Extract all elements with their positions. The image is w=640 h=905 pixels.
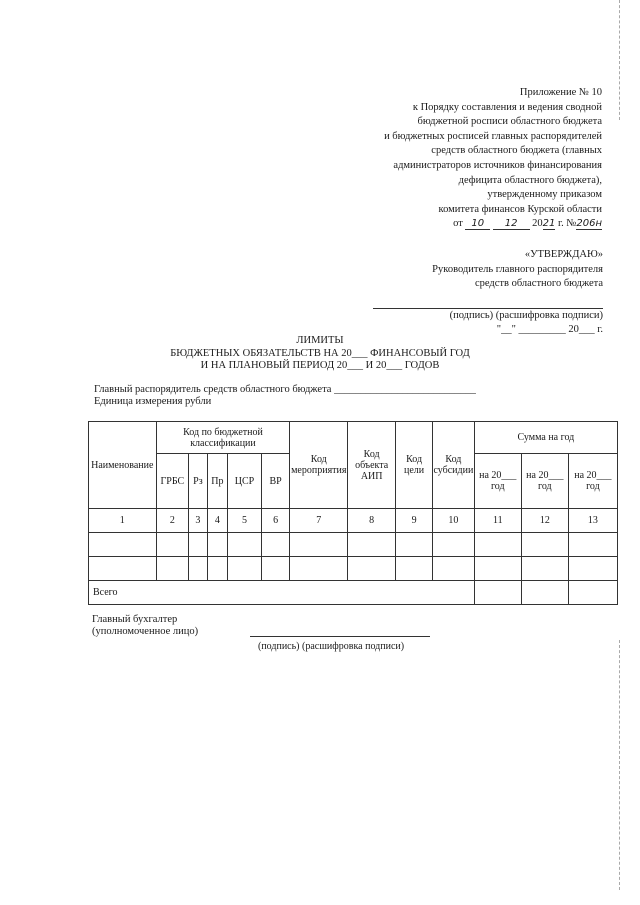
- column-number: 5: [228, 509, 262, 533]
- scan-edge-mark: [619, 640, 634, 890]
- approval-signature-line: [373, 298, 603, 309]
- appendix-date: [302, 217, 602, 232]
- header-aip-code: Код объекта АИП: [348, 422, 396, 509]
- scan-edge-mark: [619, 0, 634, 120]
- column-number: 4: [207, 509, 227, 533]
- header-csr: ЦСР: [228, 454, 262, 509]
- column-number: 7: [290, 509, 348, 533]
- approval-line: средств областного бюджета: [474, 278, 603, 289]
- approval-stamp: «УТВЕРЖДАЮ»: [524, 249, 603, 260]
- title-line: ЛИМИТЫ: [296, 335, 344, 346]
- header-goal-code: Код цели: [396, 422, 433, 509]
- signer-signature-line: [250, 636, 430, 637]
- header-year-2: на 20___ год: [521, 454, 568, 509]
- title-line: И НА ПЛАНОВЫЙ ПЕРИОД 20___ И 20___ ГОДОВ: [200, 360, 440, 371]
- appendix-line: комитета финансов Курской области: [438, 203, 602, 215]
- appendix-line: утвержденному приказом: [487, 189, 602, 201]
- date-month: 12: [493, 218, 530, 230]
- column-number: 1: [89, 509, 157, 533]
- signer-subtitle: (уполномоченное лицо): [92, 626, 199, 637]
- column-number: 13: [568, 509, 617, 533]
- approval-date-line: "__" _________ 20___ г.: [496, 324, 603, 335]
- appendix-line: дефицита областного бюджета),: [458, 174, 602, 186]
- appendix-line: администраторов источников финансирования: [393, 159, 602, 171]
- table-row: [89, 533, 618, 557]
- document-title: [160, 335, 480, 373]
- header-budget-code: Код по бюджетной классификации: [156, 422, 290, 454]
- date-suffix: г. №: [557, 218, 577, 230]
- header-subsidy-code: Код субсидии: [433, 422, 475, 509]
- header-grbs: ГРБС: [156, 454, 189, 509]
- appendix-line: средств областного бюджета (главных: [431, 145, 602, 157]
- appendix-line: и бюджетных росписей главных распорядителей: [384, 130, 602, 142]
- appendix-line: бюджетной росписи областного бюджета: [417, 116, 602, 128]
- appendix-line: Приложение № 10: [519, 87, 602, 98]
- column-number: 10: [433, 509, 475, 533]
- date-year: 21: [542, 218, 556, 230]
- title-line: БЮДЖЕТНЫХ ОБЯЗАТЕЛЬСТВ НА 20___ ФИНАНСОВЫЙ ГОД: [170, 347, 470, 359]
- signer-signature-caption: (подпись) (расшифровка подписи): [258, 641, 405, 652]
- date-year-prefix: 20: [532, 218, 543, 230]
- header-vr: ВР: [261, 454, 290, 509]
- date-prefix: от: [453, 218, 463, 230]
- column-number: 11: [474, 509, 521, 533]
- header-pr: Пр: [207, 454, 227, 509]
- column-number: 9: [396, 509, 433, 533]
- appendix-line: к Порядку составления и ведения сводной: [412, 101, 602, 113]
- column-number: 3: [189, 509, 207, 533]
- total-label: Всего: [89, 581, 475, 605]
- date-day: 10: [465, 218, 490, 230]
- header-year-3: на 20___ год: [568, 454, 617, 509]
- header-name: Наименование: [89, 422, 157, 509]
- header-year-1: на 20___ год: [474, 454, 521, 509]
- header-sum: Сумма на год: [474, 422, 617, 454]
- unit-line: Единица измерения рубли: [94, 396, 212, 407]
- header-rz: Рз: [189, 454, 207, 509]
- header-event-code: Код мероприятия: [290, 422, 348, 509]
- column-number: 6: [261, 509, 290, 533]
- table-row: [89, 557, 618, 581]
- column-number: 8: [348, 509, 396, 533]
- signer-block: [92, 614, 198, 638]
- column-number: 2: [156, 509, 189, 533]
- column-number: 12: [521, 509, 568, 533]
- approval-block: [373, 248, 603, 338]
- appendix-block: [302, 86, 602, 232]
- limits-table: [88, 421, 618, 605]
- distributor-line: Главный распорядитель средств областного бюджета ___________________________: [94, 384, 476, 395]
- order-number: 206н: [576, 218, 602, 230]
- approval-line: Руководитель главного распорядителя: [432, 263, 603, 275]
- signer-title: Главный бухгалтер: [92, 614, 178, 625]
- table-row-total: [89, 581, 618, 605]
- approval-signature-caption: (подпись) (расшифровка подписи): [449, 309, 603, 321]
- meta-block: [94, 384, 476, 408]
- table-row-numbers: [89, 509, 618, 533]
